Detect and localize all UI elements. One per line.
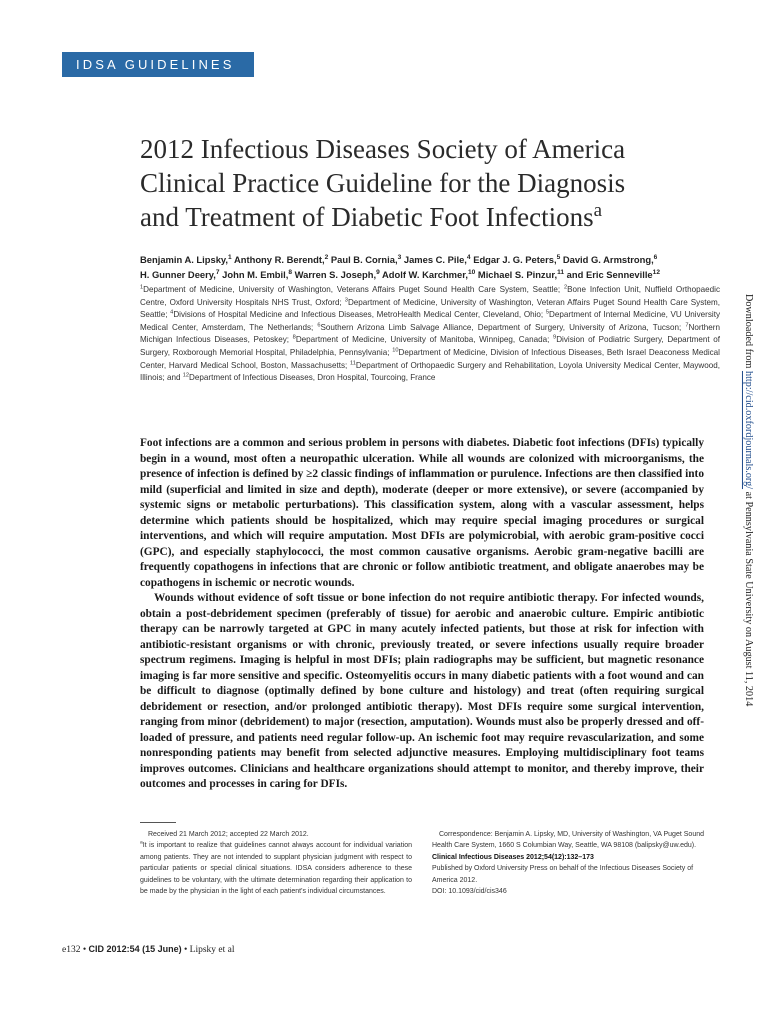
journal-citation: Clinical Infectious Diseases 2012;54(12):132–173 [432, 853, 594, 861]
author-affiliation-mark: 1 [228, 253, 232, 261]
article-title [140, 132, 700, 234]
affiliation-mark: 10 [392, 347, 399, 354]
author-name: Paul B. Cornia, [330, 254, 398, 265]
title-line-text: and Treatment of Diabetic Foot Infections [140, 202, 594, 232]
author-name: Warren S. Joseph, [294, 269, 377, 280]
author-affiliation-mark: 8 [288, 268, 292, 276]
title-line: Clinical Practice Guideline for the Diagnosis [140, 168, 626, 198]
affiliation-mark: 5 [545, 309, 550, 316]
affiliation-text: Department of Infectious Diseases, Dron Hospital, Tourcoing, France [189, 373, 436, 383]
author-name: and Eric Senneville [566, 269, 653, 280]
affiliation-text: Department of Medicine, University of Manitoba, Winnipeg, Canada; [295, 335, 554, 345]
author-line [140, 252, 740, 267]
affiliation-text: Department of Orthopaedic Surgery and Rehabilitation, Loyola University Medical Center, Maywood, Illinois; and [140, 360, 721, 383]
footer-authors: Lipsky et al [189, 945, 235, 955]
affiliation-mark: 7 [685, 322, 689, 329]
footnotes-left [140, 829, 412, 897]
author-line [140, 267, 740, 282]
doi: DOI: 10.1093/cid/cis346 [432, 888, 507, 896]
journal-link[interactable]: http://cid.oxfordjournals.org/ [743, 370, 754, 490]
publisher-note: Published by Oxford University Press on behalf of the Infectious Diseases Society of America 2012. [432, 865, 694, 884]
author-affiliation-mark: 10 [467, 268, 476, 276]
affiliation-mark: 3 [344, 296, 348, 303]
footnote-rule [140, 822, 176, 823]
abstract-paragraph: Foot infections are a common and serious problem in persons with diabetes. Diabetic foot infections (DFIs) typically begin in a wound, most often a neuropathic ulceration. While all wounds are colonized with microorganisms, the presence of infection is defined by ≥2 classic findings of inflammation or purulence. Infections are then classified into mild (superficial and limited in size and depth), moderate (deeper or more extensive), or severe (accompanied by systemic signs or metabolic perturbations). This classification system, along with a vascular assessment, helps determine which patients should be hospitalized, which may require special imaging procedures or surgical interventions, and which will require amputation. Most DFIs are polymicrobial, with aerobic gram-positive cocci (GPC), and especially staphylococci, the most common causative organisms. Aerobic gram-negative bacilli are frequently copathogens in infections that are chronic or follow antibiotic treatment, and obligate anaerobes may be copathogens in ischemic or necrotic wounds. [140, 437, 704, 589]
affiliation-text: Southern Arizona Limb Salvage Alliance, Department of Surgery, University of Arizona, Tucson; [320, 322, 686, 332]
author-name: H. Gunner Deery, [140, 269, 216, 280]
author-name: Adolf W. Karchmer, [382, 269, 468, 280]
footer-separator: • [183, 945, 188, 955]
page-footer [62, 944, 562, 955]
section-banner: IDSA GUIDELINES [62, 52, 254, 77]
author-name: John M. Embil, [222, 269, 289, 280]
affiliation-mark: 9 [553, 334, 557, 341]
affiliation-text: Northern Michigan Infectious Diseases, Petoskey; [140, 322, 720, 345]
page-number: e132 [62, 945, 81, 955]
affiliations [140, 284, 720, 385]
author-affiliation-mark: 9 [376, 268, 380, 276]
author-affiliation-mark: 11 [557, 268, 565, 276]
affiliation-text: Division of Podiatric Surgery, Department of Surgery, Roxborough Memorial Hospital, Philadelphia, Pennsylvania; [140, 335, 720, 357]
author-affiliation-mark: 4 [466, 253, 471, 261]
author-name: James C. Pile, [403, 254, 467, 265]
abstract-paragraph: Wounds without evidence of soft tissue or bone infection do not require antibiotic therapy. For infected wounds, obtain a post-debridement specimen (preferably of tissue) for aerobic and anaerobic culture. Empiric antibiotic therapy can be narrowly targeted at GPC in many acutely infected patients, but those at risk for infection with antibiotic-resistant organisms or with chronic, previously treated, or severe infections usually require broader spectrum regimens. Imaging is helpful in most DFIs; plain radiographs may be sufficient, but magnetic resonance imaging is far more sensitive and specific. Osteomyelitis occurs in many diabetic patients with a foot wound and can be difficult to diagnose (optimally defined by bone culture and histology) and treat (often requiring surgical debridement or resection, and/or prolonged antibiotic therapy). Most DFIs require some surgical intervention, ranging from minor (debridement) to major (resection, amputation). Wounds must also be properly dressed and off-loaded of pressure, and patients need regular follow-up. An ischemic foot may require revascularization, and some nonresponding patients may benefit from selected adjunctive measures. Employing multidisciplinary foot teams improves outcomes. Clinicians and healthcare organizations should attempt to monitor, and thereby improve, their outcomes and processes in caring for DFIs. [140, 592, 704, 790]
affiliation-mark: 4 [170, 309, 174, 316]
affiliation-mark: 12 [182, 372, 190, 379]
download-sidebar [738, 294, 758, 754]
affiliation-text: Department of Medicine, University of Washington, Veterans Affairs Puget Sound Health Care System, Seattle; [143, 285, 564, 294]
affiliation-mark: 1 [140, 284, 144, 291]
author-list [140, 252, 740, 282]
author-affiliation-mark: 5 [556, 253, 561, 261]
affiliation-mark: 6 [317, 322, 321, 329]
author-name: Edgar J. G. Peters, [473, 254, 557, 265]
guideline-note [140, 842, 412, 895]
footnotes-right [432, 829, 704, 897]
author-name: David G. Armstrong, [562, 254, 654, 265]
affiliation-text: Department of Medicine, University of Washington, Veteran Affairs Puget Sound Health Care System, Seattle; [140, 297, 720, 320]
title-line-last [140, 200, 700, 234]
affiliation-text: Department of Internal Medicine, VU University Medical Center, Amsterdam, The Netherlands; [140, 310, 720, 332]
author-name: Michael S. Pinzur, [477, 269, 558, 280]
abstract [140, 436, 704, 793]
footer-journal: CID 2012:54 (15 June) [88, 944, 182, 954]
author-affiliation-mark: 7 [215, 268, 220, 276]
affiliation-text: Bone Infection Unit, Nuffield Orthopaedic Centre, Oxford University Hospitals NHS Trust, Oxford; [140, 285, 720, 307]
note-text: It is important to realize that guidelines cannot always account for individual variation among patients. They are not intended to supplant physician judgment with respect to particular patients or special clinical situations. IDSA considers adherence to these guidelines to be voluntary, with the ultimate determination regarding their application to be made by the physician in the light of each patient's individual circumstances. [140, 842, 412, 896]
author-affiliation-mark: 2 [324, 253, 329, 261]
affiliation-mark: 8 [292, 334, 296, 341]
title-line: 2012 Infectious Diseases Society of America [140, 134, 626, 164]
correspondence: Correspondence: Benjamin A. Lipsky, MD, University of Washington, VA Puget Sound Health Care System, 1660 S Columbian Way, Seattle, WA 98108 (balipsky@uw.edu). [432, 831, 704, 850]
author-affiliation-mark: 12 [652, 268, 660, 276]
received-dates: Received 21 March 2012; accepted 22 March 2012. [148, 831, 309, 838]
affiliation-text: Department of Medicine, Division of Infectious Diseases, Beth Israel Deaconess Medical Center, Harvard Medical School, Boston, Massachusetts; [140, 347, 720, 370]
affiliation-mark: 11 [350, 359, 356, 366]
download-prefix: Downloaded from [743, 294, 754, 371]
author-name: Anthony R. Berendt, [233, 254, 325, 265]
download-notice [738, 294, 758, 706]
author-name: Benjamin A. Lipsky, [140, 254, 229, 265]
footer-separator: • [82, 945, 87, 955]
download-suffix: at Pennsylvania State University on August 11, 2014 [743, 489, 754, 707]
title-footnote-mark: a [593, 200, 603, 221]
affiliation-mark: 2 [563, 284, 568, 291]
author-affiliation-mark: 3 [397, 253, 402, 261]
affiliation-text: Divisions of Hospital Medicine and Infectious Diseases, MetroHealth Medical Center, Cleveland, Ohio; [173, 310, 546, 320]
author-affiliation-mark: 6 [653, 253, 658, 261]
note-mark: a [140, 841, 143, 847]
